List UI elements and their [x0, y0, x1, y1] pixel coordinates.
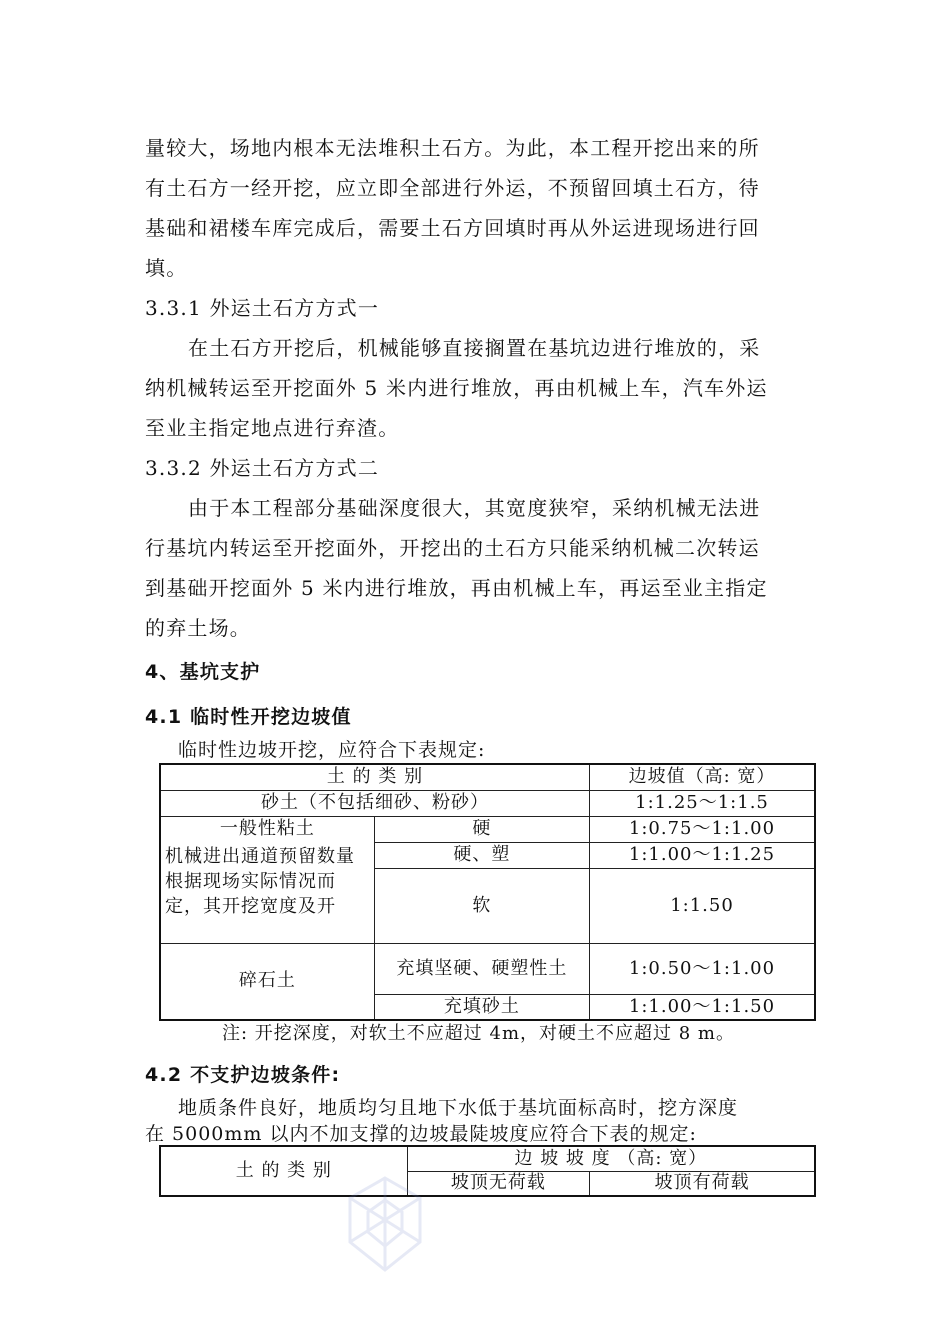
header-soil-type: 土 的 类 别 [160, 764, 590, 790]
table-row [160, 842, 815, 868]
soil-state: 硬、塑 [374, 842, 589, 868]
soil-name: 砂土（不包括细砂、粉砂） [160, 790, 590, 816]
section-4-1-title: 4.1 临时性开挖边坡值 [145, 706, 352, 728]
paragraph-line: 由于本工程部分基础深度很大，其宽度狭窄，采纳机械无法进 [188, 496, 761, 520]
paragraph-line: 行基坑内转运至开挖面外，开挖出的土石方只能采纳机械二次转运 [145, 536, 760, 560]
table-row [160, 790, 815, 816]
paragraph-line: 在 5000mm 以内不加支撑的边坡最陡坡度应符合下表的规定: [145, 1123, 697, 1145]
header-soil-type: 土 的 类 别 [160, 1146, 407, 1196]
paragraph-line: 的弃土场。 [145, 616, 251, 640]
paragraph-line: 在土石方开挖后，机械能够直接搁置在基坑边进行堆放的，采 [188, 336, 761, 360]
section-3-3-2-title: 3.3.2 外运土石方方式二 [145, 456, 380, 480]
slope-table [159, 763, 816, 1021]
slope-value: 1:1.00～1:1.25 [590, 842, 816, 868]
paragraph-line: 基础和裙楼车库完成后，需要土石方回填时再从外运进现场进行回 [145, 216, 760, 240]
slope-value: 1:1.50 [590, 868, 816, 943]
paragraph-line: 填。 [145, 256, 188, 280]
header-slope-value: 边坡值（高: 宽） [590, 764, 816, 790]
slope-value: 1:0.75～1:1.00 [590, 816, 816, 842]
soil-state: 充填坚硬、硬塑性土 [374, 943, 589, 994]
slope-value: 1:0.50～1:1.00 [590, 943, 816, 994]
paragraph-line: 地质条件良好，地质均匀且地下水低于基坑面标高时，挖方深度 [178, 1097, 739, 1119]
section-3-3-1-title: 3.3.1 外运土石方方式一 [145, 296, 380, 320]
header-with-load: 坡顶有荷载 [590, 1171, 815, 1196]
header-no-load: 坡顶无荷载 [407, 1171, 590, 1196]
paragraph-line: 到基础开挖面外 5 米内进行堆放，再由机械上车，再运至业主指定 [145, 576, 768, 600]
paragraph-line: 量较大，场地内根本无法堆积土石方。为此，本工程开挖出来的所 [145, 136, 760, 160]
soil-name: 碎石土 [160, 943, 374, 1020]
unsupported-slope-table [159, 1145, 816, 1197]
table-header-row [160, 764, 815, 790]
soil-state: 充填砂土 [374, 994, 589, 1020]
header-slope-ratio: 边 坡 坡 度 （高: 宽） [407, 1146, 815, 1171]
paragraph-line: 纳机械转运至开挖面外 5 米内进行堆放，再由机械上车，汽车外运 [145, 376, 768, 400]
slope-value: 1:1.00～1:1.50 [590, 994, 816, 1020]
soil-name: 一般性粘土 [160, 816, 374, 842]
soil-state: 软 [374, 868, 589, 943]
snowflake-watermark-icon [320, 1170, 450, 1280]
table-note: 注: 开挖深度，对软土不应超过 4m，对硬土不应超过 8 m。 [222, 1023, 735, 1044]
section-4-title: 4、基坑支护 [145, 661, 261, 683]
table-row [160, 816, 815, 842]
soil-note: 机械进出通道预留数量根据现场实际情况而定，其开挖宽度及开 [160, 842, 374, 943]
paragraph-line: 有土石方一经开挖，应立即全部进行外运，不预留回填土石方，待 [145, 176, 760, 200]
section-4-2-title: 4.2 不支护边坡条件: [145, 1064, 341, 1086]
table-row [160, 943, 815, 994]
soil-state: 硬 [374, 816, 589, 842]
table-header-row [160, 1146, 815, 1171]
table-intro: 临时性边坡开挖，应符合下表规定: [178, 739, 486, 761]
slope-value: 1:1.25～1:1.5 [590, 790, 816, 816]
paragraph-line: 至业主指定地点进行弃渣。 [145, 416, 400, 440]
